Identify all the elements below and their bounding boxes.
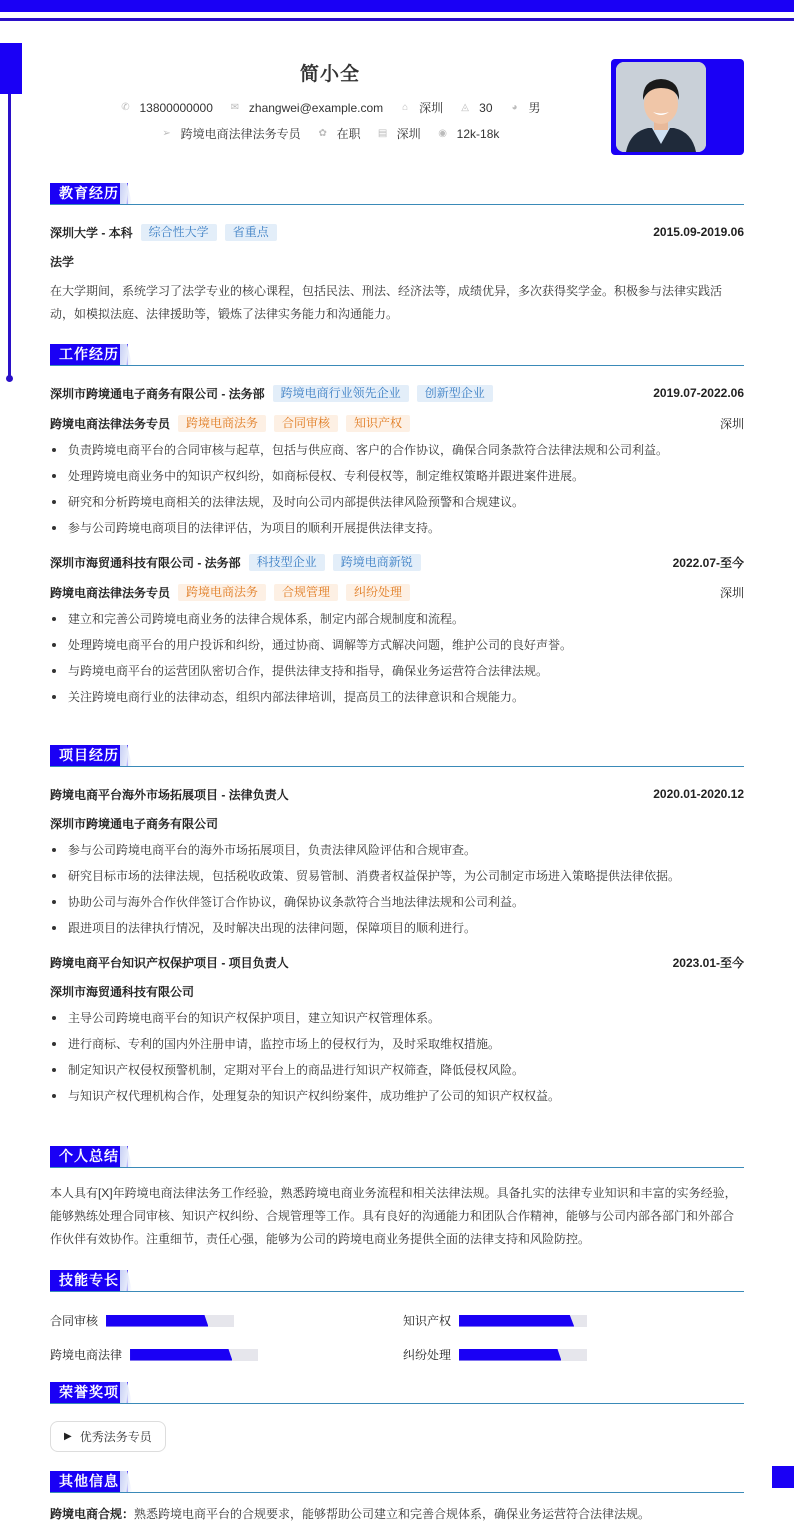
- work-item: [50, 384, 744, 541]
- skills-section: [50, 1270, 744, 1363]
- other-info-item: [50, 1503, 744, 1526]
- company-name: 深圳市跨境通电子商务有限公司 - 法务部: [50, 386, 265, 401]
- skill-name: 合同审核: [50, 1314, 99, 1328]
- section-title: 个人总结: [50, 1146, 128, 1167]
- resume-header: [50, 55, 610, 142]
- section-header: [50, 1270, 744, 1292]
- other-info-section: [50, 1471, 744, 1526]
- awards-section: [50, 1382, 744, 1452]
- section-title-tail: [120, 1146, 132, 1167]
- section-header: [50, 344, 744, 366]
- contact-gender: ◕ 男: [509, 99, 541, 116]
- skill-item: [50, 1346, 403, 1363]
- list-item: 关注跨境电商行业的法律动态，组织内部法律培训，提高员工的法律意识和合规能力。: [50, 684, 744, 710]
- list-item: 制定知识产权侵权预警机制，定期对平台上的商品进行知识产权筛查，降低侵权风险。: [50, 1057, 744, 1083]
- job-status: ✿ 在职: [318, 127, 361, 141]
- phone-icon: ✆: [121, 102, 130, 113]
- skill-bar-fill: [130, 1349, 232, 1361]
- summary-text: 本人具有[X]年跨境电商法律法务工作经验，熟悉跨境电商业务流程和相关法律法规。具备扎实的法律专业知识和丰富的实务经验，能够熟练处理合同审核、知识产权纠纷、合规管理等工作。具有良好的沟通能力和团队合作精神，能够与公司内部各部门和外部合作伙伴有效协作。注重细节，责任心强，能够为公司的跨境电商业务提供全面的法律支持和风险防控。: [50, 1186, 737, 1246]
- status-icon: ✿: [318, 128, 327, 139]
- project-duties: [50, 837, 744, 941]
- top-accent-line: [0, 18, 794, 21]
- section-title-tail: [120, 1471, 132, 1492]
- education-item: [50, 223, 744, 241]
- section-title-tail: [120, 344, 132, 365]
- contact-row: [50, 99, 610, 116]
- contact-phone: ✆ 13800000000: [121, 100, 213, 115]
- school-tag: 省重点: [225, 224, 277, 241]
- section-title: 教育经历: [50, 183, 128, 204]
- job-intent-row: [50, 125, 610, 142]
- age-icon: ◬: [461, 102, 469, 113]
- work-section: [50, 344, 744, 710]
- school-name: 深圳大学 - 本科: [50, 225, 133, 240]
- award-label: 优秀法务专员: [79, 1430, 152, 1444]
- list-item: 与知识产权代理机构合作，处理复杂的知识产权纠纷案件，成功维护了公司的知识产权权益。: [50, 1083, 744, 1109]
- other-info-label: 跨境电商合规：: [50, 1507, 135, 1521]
- education-date: 2015.09-2019.06: [653, 225, 744, 239]
- portrait-illustration: [616, 62, 706, 152]
- list-item: 与跨境电商平台的运营团队密切合作，提供法律支持和指导，确保业务运营符合法律法规。: [50, 658, 744, 684]
- position-tag: 跨境电商法务: [178, 415, 266, 432]
- section-title-tail: [120, 183, 132, 204]
- section-title-tail: [120, 745, 132, 766]
- section-title: 其他信息: [50, 1471, 128, 1492]
- other-info-text: 熟悉跨境电商平台的合规要求，能够帮助公司建立和完善合规体系，确保业务运营符合法律法规。: [134, 1507, 651, 1521]
- list-item: 参与公司跨境电商平台的海外市场拓展项目，负责法律风险评估和合规审查。: [50, 837, 744, 863]
- award-item[interactable]: [50, 1421, 166, 1452]
- project-date: 2020.01-2020.12: [653, 787, 744, 801]
- list-item: 跟进项目的法律执行情况，及时解决出现的法律问题，保障项目的顺利进行。: [50, 915, 744, 941]
- company-tag: 跨境电商新锐: [333, 554, 421, 571]
- left-accent-dot: [6, 375, 13, 382]
- list-item: 进行商标、专利的国内外注册申请，监控市场上的侵权行为，及时采取维权措施。: [50, 1031, 744, 1057]
- send-icon: ➢: [162, 128, 171, 139]
- company-name: 深圳市海贸通科技有限公司 - 法务部: [50, 555, 241, 570]
- contact-age: ◬ 30: [459, 101, 492, 115]
- section-title: 工作经历: [50, 344, 128, 365]
- project-date: 2023.01-至今: [672, 955, 744, 970]
- list-item: 建立和完善公司跨境电商业务的法律合规体系，制定内部合规制度和流程。: [50, 606, 744, 632]
- education-section: [50, 183, 744, 326]
- work-date: 2019.07-2022.06: [653, 386, 744, 400]
- skill-name: 纠纷处理: [403, 1348, 452, 1362]
- project-company: 深圳市海贸通科技有限公司: [50, 985, 195, 999]
- position-tag: 跨境电商法务: [178, 584, 266, 601]
- skill-item: [403, 1312, 744, 1329]
- top-accent-bar: [0, 0, 794, 12]
- section-header: [50, 1382, 744, 1404]
- list-item: 处理跨境电商平台的用户投诉和纠纷，通过协商、调解等方式解决问题，维护公司的良好声誉。: [50, 632, 744, 658]
- section-title: 技能专长: [50, 1270, 128, 1291]
- summary-section: [50, 1146, 744, 1251]
- projects-section: [50, 745, 744, 1109]
- skill-name: 跨境电商法律: [50, 1348, 123, 1362]
- candidate-name: 简小全: [299, 64, 360, 85]
- list-item: 协助公司与海外合作伙伴签订合作协议，确保协议条款符合当地法律法规和公司利益。: [50, 889, 744, 915]
- company-tag: 科技型企业: [249, 554, 325, 571]
- skill-bar: [106, 1315, 234, 1327]
- project-duties: [50, 1005, 744, 1109]
- skill-item: [50, 1312, 403, 1329]
- skill-bar: [459, 1349, 587, 1361]
- section-title-tail: [120, 1382, 132, 1403]
- left-accent-block: [0, 43, 22, 94]
- contact-city: ⌂ 深圳: [399, 99, 443, 116]
- school-tag: 综合性大学: [141, 224, 217, 241]
- company-tag: 创新型企业: [417, 385, 493, 402]
- position-title: 跨境电商法律法务专员: [50, 585, 171, 600]
- project-item: [50, 785, 744, 941]
- job-city: ▤ 深圳: [377, 127, 421, 141]
- position-tag: 知识产权: [346, 415, 410, 432]
- skill-list: [50, 1312, 744, 1363]
- work-duties: [50, 606, 744, 710]
- position-title: 跨境电商法律法务专员: [50, 416, 171, 431]
- salary-icon: ◉: [438, 128, 448, 139]
- position-tag: 纠纷处理: [346, 584, 410, 601]
- contact-email[interactable]: ✉ zhangwei@example.com: [230, 100, 384, 115]
- photo-frame: [611, 59, 744, 155]
- section-header: [50, 1146, 744, 1168]
- position-tag: 合规管理: [274, 584, 338, 601]
- right-accent-block: [772, 1466, 794, 1488]
- education-description: 在大学期间，系统学习了法学专业的核心课程，包括民法、刑法、经济法等，成绩优异，多次获得奖学金。积极参与法律实践活动，如模拟法庭、法律援助等，锻炼了法律实务能力和沟通能力。: [50, 284, 723, 321]
- section-title: 荣誉奖项: [50, 1382, 128, 1403]
- project-item: [50, 953, 744, 1109]
- work-duties: [50, 437, 744, 541]
- skill-bar-fill: [459, 1349, 561, 1361]
- list-item: 主导公司跨境电商平台的知识产权保护项目，建立知识产权管理体系。: [50, 1005, 744, 1031]
- section-title-tail: [120, 1270, 132, 1291]
- skill-bar-fill: [459, 1315, 574, 1327]
- avatar: [616, 62, 706, 152]
- major: 法学: [50, 255, 75, 269]
- list-item: 参与公司跨境电商项目的法律评估，为项目的顺利开展提供法律支持。: [50, 515, 744, 541]
- home-icon: ⌂: [402, 102, 409, 113]
- project-company: 深圳市跨境通电子商务有限公司: [50, 817, 219, 831]
- section-title: 项目经历: [50, 745, 128, 766]
- section-header: [50, 745, 744, 767]
- email-icon: ✉: [230, 102, 240, 113]
- skill-bar-fill: [106, 1315, 208, 1327]
- work-location: 深圳: [719, 585, 744, 600]
- building-icon: ▤: [377, 128, 388, 139]
- project-name: 跨境电商平台知识产权保护项目 - 项目负责人: [50, 955, 289, 970]
- skill-bar: [459, 1315, 587, 1327]
- work-item: [50, 553, 744, 710]
- project-name: 跨境电商平台海外市场拓展项目 - 法律负责人: [50, 787, 289, 802]
- gender-icon: ◕: [511, 102, 518, 113]
- position-tag: 合同审核: [274, 415, 338, 432]
- list-item: 负责跨境电商平台的合同审核与起草，包括与供应商、客户的合作协议，确保合同条款符合法律法规和公司利益。: [50, 437, 744, 463]
- job-target: ➢ 跨境电商法律法务专员: [162, 127, 301, 141]
- company-tag: 跨境电商行业领先企业: [273, 385, 409, 402]
- section-header: [50, 183, 744, 205]
- list-item: 研究目标市场的法律法规，包括税收政策、贸易管制、消费者权益保护等，为公司制定市场进入策略提供法律依据。: [50, 863, 744, 889]
- skill-item: [403, 1346, 744, 1363]
- play-triangle-icon: ▶: [64, 1431, 72, 1442]
- skill-bar: [130, 1349, 258, 1361]
- left-accent-line: [8, 94, 11, 378]
- list-item: 研究和分析跨境电商相关的法律法规，及时向公司内部提供法律风险预警和合规建议。: [50, 489, 744, 515]
- work-location: 深圳: [719, 416, 744, 431]
- section-header: [50, 1471, 744, 1493]
- work-date: 2022.07-至今: [672, 555, 744, 570]
- skill-name: 知识产权: [403, 1314, 452, 1328]
- job-salary: ◉ 12k-18k: [438, 126, 500, 141]
- list-item: 处理跨境电商业务中的知识产权纠纷，如商标侵权、专利侵权等，制定维权策略并跟进案件进展。: [50, 463, 744, 489]
